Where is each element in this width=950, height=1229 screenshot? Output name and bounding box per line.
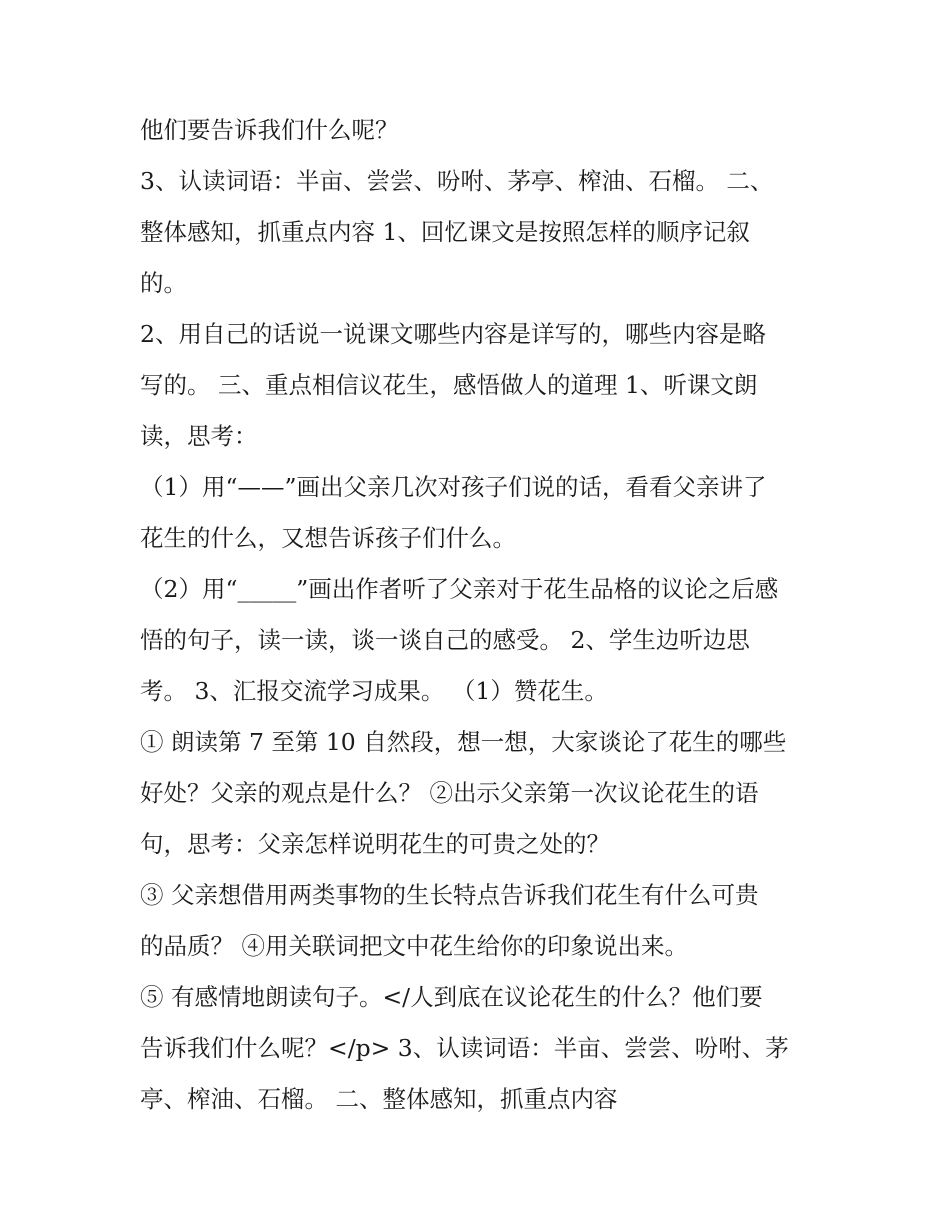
text-line-10: （2）用“_____”画出作者听了父亲对于花生品格的议论之后感 — [140, 575, 779, 603]
text-line-2: 3、认读词语：半亩、尝尝、吩咐、茅亭、榨油、石榴。 二、 — [140, 167, 774, 195]
text-line-18: ⑤ 有感情地朗读句子。</人到底在议论花生的什么？他们要 — [140, 983, 763, 1011]
text-line-8: （1）用“——”画出父亲几次对孩子们说的话，看看父亲讲了 — [140, 473, 767, 501]
text-line-15: 句，思考：父亲怎样说明花生的可贵之处的？ — [140, 830, 610, 858]
text-line-14: 好处？父亲的观点是什么？ ②出示父亲第一次议论花生的语 — [140, 779, 759, 807]
text-line-1: 他们要告诉我们什么呢？ — [140, 116, 399, 144]
text-line-17: 的品质？ ④用关联词把文中花生给你的印象说出来。 — [140, 932, 688, 960]
text-line-13: ① 朗读第 7 至第 10 自然段，想一想，大家谈论了花生的哪些 — [140, 728, 787, 756]
text-line-11: 悟的句子，读一读，谈一谈自己的感受。 2、学生边听边思 — [140, 626, 750, 654]
text-line-9: 花生的什么，又想告诉孩子们什么。 — [140, 524, 516, 552]
text-line-19: 告诉我们什么呢？</p> 3、认读词语：半亩、尝尝、吩咐、茅 — [140, 1034, 789, 1062]
text-line-16: ③ 父亲想借用两类事物的生长特点告诉我们花生有什么可贵 — [140, 881, 759, 909]
text-line-3: 整体感知，抓重点内容 1、回忆课文是按照怎样的顺序记叙 — [140, 218, 750, 246]
text-line-4: 的。 — [140, 269, 187, 297]
text-line-6: 写的。 三、重点相信议花生，感悟做人的道理 1、听课文朗 — [140, 371, 758, 399]
text-line-7: 读，思考： — [140, 422, 258, 450]
text-line-12: 考。 3、汇报交流学习成果。 （1）赞花生。 — [140, 677, 608, 705]
text-line-20: 亭、榨油、石榴。 二、整体感知，抓重点内容 — [140, 1085, 618, 1113]
text-line-5: 2、用自己的话说一说课文哪些内容是详写的，哪些内容是略 — [140, 320, 766, 348]
